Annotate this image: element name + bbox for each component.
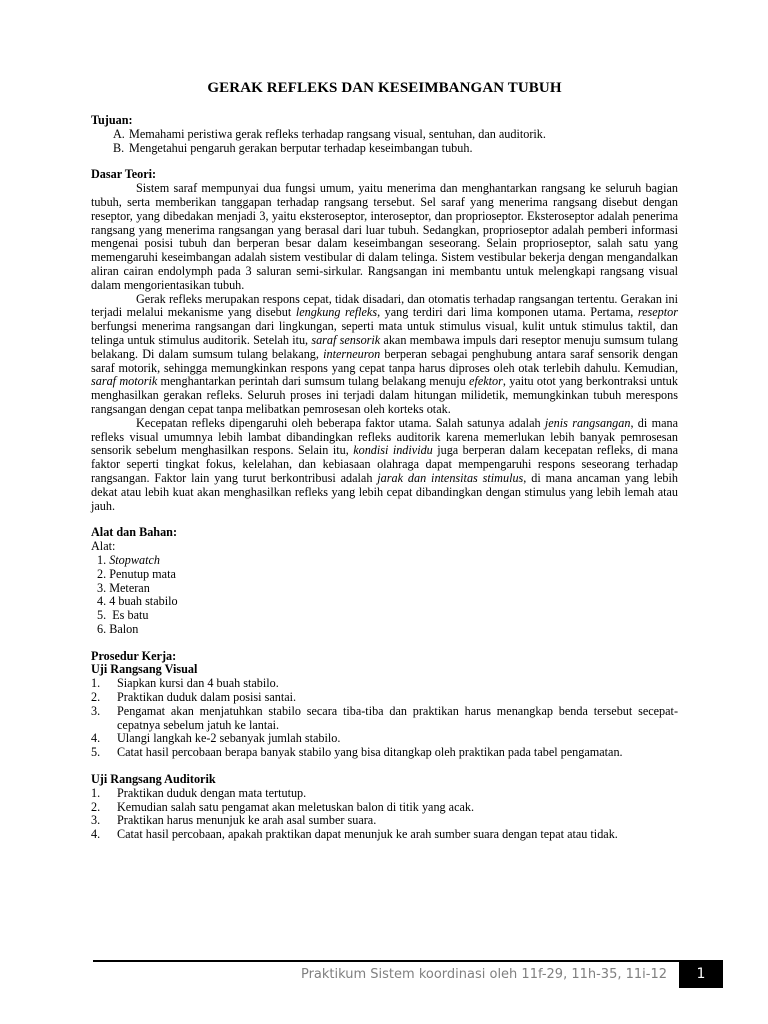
text-run: berperan sebagai penghubung antara saraf sensorik dengan saraf motorik, sehingga memungkinkan respons yang cepat tanpa harus diproses oleh otak terlebih dahulu. Kemudian, [91, 346, 678, 375]
italic-term: reseptor [637, 305, 678, 320]
visual-subheading: Uji Rangsang Visual [91, 662, 198, 677]
step-text: Ulangi langkah ke-2 sebanyak jumlah stabilo. [117, 731, 341, 746]
step-item [91, 787, 678, 801]
dasar-teori-heading: Dasar Teori: [91, 167, 157, 182]
paragraph [91, 293, 678, 417]
step-number: 2. [91, 690, 101, 705]
list-marker: A. [113, 126, 125, 141]
text-run: Kecepatan refleks dipengaruhi oleh beberapa faktor utama. Salah satunya adalah [136, 415, 545, 430]
italic-term: kondisi individu [353, 443, 433, 458]
step-item [91, 828, 678, 842]
list-item-text: Mengetahui pengaruh gerakan berputar terhadap keseimbangan tubuh. [129, 140, 473, 155]
text-run: menghantarkan perintah dari sumsum tulang belakang menuju [157, 374, 470, 389]
step-text: Praktikan duduk dengan mata tertutup. [117, 785, 307, 800]
italic-term: jenis rangsangan [544, 415, 631, 430]
alat-bahan-heading: Alat dan Bahan: [91, 525, 178, 540]
step-item [91, 705, 678, 733]
step-text: Catat hasil percobaan berapa banyak stabilo yang bisa ditangkap oleh praktikan pada tabel pengamatan. [117, 745, 623, 760]
footer-text: Praktikum Sistem koordinasi oleh 11f-29, 11h-35, 11i-12 [300, 967, 667, 982]
section-dasar-teori [91, 168, 678, 513]
step-item [91, 691, 678, 705]
list-item: 3. Meteran [97, 580, 150, 595]
step-item [91, 732, 678, 746]
step-item [91, 746, 678, 760]
paragraph [91, 417, 678, 514]
list-item: 4. 4 buah stabilo [97, 594, 178, 609]
step-text: Praktikan harus menunjuk ke arah asal sumber suara. [117, 813, 377, 828]
step-number: 4. [91, 731, 101, 746]
tujuan-heading: Tujuan: [91, 113, 133, 127]
step-number: 5. [91, 745, 101, 760]
text-run: , di mana refleks visual umumnya lebih lambat dibandingkan refleks auditorik karena memerlukan lebih banyak pemrosesan sensorik sebelum menghasilkan respons. Selain itu, [91, 415, 678, 458]
step-item [91, 814, 678, 828]
text-run: , yang terdiri dari lima komponen utama. Pertama, [377, 305, 638, 320]
step-text: Kemudian salah satu pengamat akan meletuskan balon di titik yang acak. [117, 799, 475, 814]
italic-term: efektor [469, 374, 503, 389]
italic-term: interneuron [323, 346, 381, 361]
list-marker: B. [113, 140, 125, 155]
step-text: Praktikan duduk dalam posisi santai. [117, 690, 297, 705]
step-text: Pengamat akan menjatuhkan stabilo secara tiba-tiba dan praktikan harus menangkap benda tersebut secepat-cepatnya sebelum jatuh ke lantai. [117, 703, 678, 732]
list-item: 1. Stopwatch [97, 552, 160, 567]
italic-term: saraf sensorik [311, 332, 381, 347]
section-alat-bahan [91, 526, 678, 636]
page-footer [93, 960, 679, 990]
step-item [91, 801, 678, 815]
list-item-text: Stopwatch [109, 552, 160, 567]
prosedur-heading: Prosedur Kerja: [91, 648, 177, 663]
italic-term: jarak dan intensitas stimulus [377, 470, 524, 485]
italic-term: lengkung refleks [295, 305, 378, 320]
text-run: akan membawa impuls dari reseptor menuju sumsum tulang belakang. Di dalam sumsum tulang belakang, [91, 332, 679, 361]
step-number: 1. [91, 676, 101, 691]
step-text: Siapkan kursi dan 4 buah stabilo. [117, 676, 279, 691]
text-run: Gerak refleks merupakan respons cepat, tidak disadari, dan otomatis terhadap rangsangan tertentu. Gerakan ini terjadi melalui mekanisme yang disebut [91, 291, 678, 320]
auditorik-steps [91, 787, 678, 842]
list-item: 6. Balon [97, 621, 139, 636]
tools-list [91, 554, 678, 637]
step-number: 3. [91, 703, 101, 718]
step-number: 4. [91, 827, 101, 842]
step-number: 3. [91, 813, 101, 828]
list-item [113, 142, 678, 156]
text-run: , yaitu otot yang berkontraksi untuk menghasilkan gerakan refleks. Seluruh proses ini terjadi dalam hitungan milidetik, memungkinkan tubuh merespons rangsangan dengan cepat tanpa melibatkan pemrosesan oleh korteks otak. [91, 374, 678, 416]
step-text: Catat hasil percobaan, apakah praktikan dapat menunjuk ke arah sumber suara dengan tepat atau tidak. [117, 827, 618, 842]
visual-steps [91, 677, 678, 760]
text-run: , di mana ancaman yang lebih dekat atau lebih kuat akan menghasilkan refleks yang lebih cepat dibandingkan dengan stimulus yang lebih lemah atau jauh. [91, 470, 678, 513]
italic-term: saraf motorik [91, 374, 158, 389]
step-item [91, 677, 678, 691]
list-item [113, 128, 678, 142]
section-auditorik [91, 773, 678, 842]
list-item-text: Memahami peristiwa gerak refleks terhadap rangsang visual, sentuhan, dan auditorik. [129, 126, 546, 141]
list-item: 2. Penutup mata [97, 566, 176, 581]
alat-subheading: Alat: [91, 539, 116, 554]
document-page [91, 80, 678, 842]
step-number: 2. [91, 799, 101, 814]
auditorik-subheading: Uji Rangsang Auditorik [91, 772, 216, 787]
paragraph: Sistem saraf mempunyai dua fungsi umum, yaitu menerima dan menghantarkan rangsang ke seluruh bagian tubuh, serta memberikan tanggapan terhadap rangsang tersebut. Sel saraf yang menerima rangsang disebut dengan reseptor, yang dibedakan menjadi 3, yaitu eksteroseptor, interoseptor, dan proprioseptor. Eksteroseptor adalah penerima rangsang yang menerima rangsangan yang berasal dari luar tubuh. Sedangkan, proprioseptor adalah pemberi informasi mengenai posisi tubuh dan berperan besar dalam keseimbangan seseorang. Selain proprioseptor, salah satu yang memengaruhi keseimbangan adalah sistem vestibular di dalam telinga. Sistem vestibular bekerja dengan mengandalkan aliran cairan endolymph pada 3 saluran semi-sirkular. Rangsangan ini membantu untuk melengkapi rangsang visual dalam mengorientasikan tubuh. [91, 181, 678, 292]
page-number: 1 [679, 960, 723, 988]
section-prosedur [91, 650, 678, 760]
document-title: GERAK REFLEKS DAN KESEIMBANGAN TUBUH [207, 80, 562, 96]
text-run: juga berperan dalam kecepatan refleks, di mana faktor seperti tingkat fokus, kelelahan, dan kebiasaan olahraga dapat mempengaruhi respons seseorang terhadap rangsangan. Faktor lain yang turut berkontribusi adalah [91, 443, 678, 485]
tujuan-list [91, 128, 678, 156]
text-run: berfungsi menerima rangsangan dari lingkungan, seperti mata untuk stimulus visual, kulit untuk stimulus taktil, dan telinga untuk stimulus auditorik. Setelah itu, [91, 319, 678, 347]
section-tujuan [91, 114, 678, 155]
list-item: 5. Es batu [97, 608, 149, 623]
step-number: 1. [91, 785, 101, 800]
